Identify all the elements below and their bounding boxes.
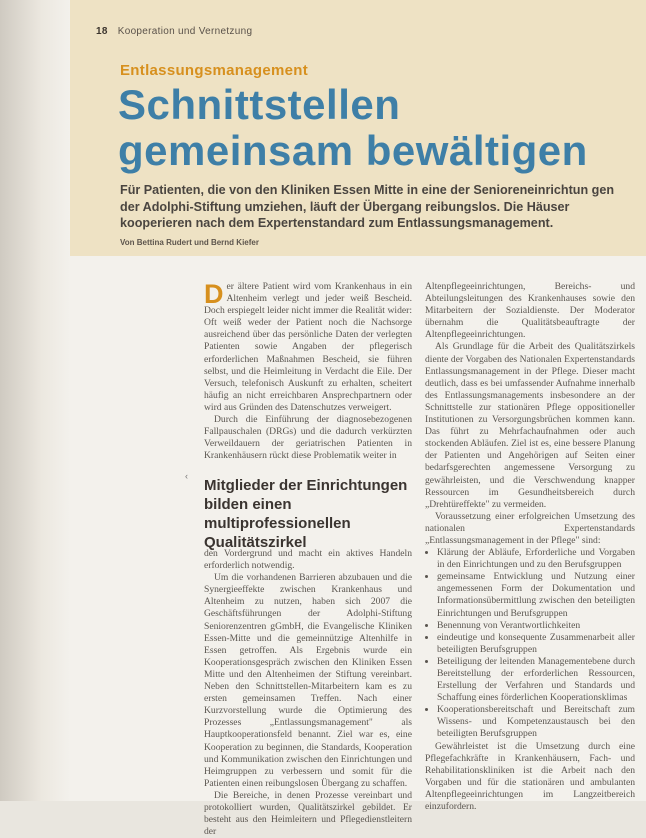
body-paragraph: Als Grundlage für die Arbeit des Qualitätszirkels diente der Vorgaben des Nationalen Expertenstandards Entlassungsmanagement in der Pflege. Dieser macht deutlich, dass es bei umfassender Aufnahme innerhalb des Entlassungsmanagements insbesondere an der Schnittstelle zur stationären Pflege oppositioneller Institutionen zu Versorgungsbrüchen kommen kann. Das führt zu Mehrfachaufnahmen oder auch stockenden Abläufen. Ziel ist es, eine bessere Planung der Patienten und Angehörigen auf Seiten einer bedarfsgerechten angemessene Versorgung zu gewährleisten, und die Verschwendung knapper Ressourcen im Gesundheitsbereich durch „Drehtüreffekte" zu vermeiden. <box>425 341 635 510</box>
article-subheading: Mitglieder der Einrichtungen bilden einen multiprofessionellen Qualitätszirkel <box>204 477 408 551</box>
body-column-1-top <box>204 281 412 462</box>
drop-cap: D <box>204 279 224 309</box>
body-paragraph: Durch die Einführung der diagnosebezogenen Fallpauschalen (DRGs) und die dadurch verkürzten Verweildauern der geriatrischen Patienten in Krankenhäusern rückt diese Problematik weiter in <box>204 414 412 462</box>
list-item: • Kooperationsbereitschaft und Bereitschaft zum Wissens- und Kompetenzaustausch bei den beteiligten Berufsgruppen <box>437 704 635 740</box>
section-title: Kooperation und Vernetzung <box>117 26 253 37</box>
article-lead: Für Patienten, die von den Kliniken Essen Mitte in eine der Senioreneinrichtun gen der Adolphi-Stiftung umziehen, läuft der Übergang reibungslos. Die Häuser kooperieren nach dem Expertenstandard zum Entlassungsmanagement. <box>120 183 615 230</box>
article-kicker: Entlassungsmanagement <box>120 62 309 79</box>
list-item: • Beteiligung der leitenden Managementebene durch Bereitstellung der erforderlichen Ressourcen, Erstellung der Verfahren und Standards und Schaffung eines förderlichen Kooperationsklimas <box>437 656 635 704</box>
article-byline: Von Bettina Rudert und Bernd Kiefer <box>120 238 259 247</box>
body-paragraph: den Vordergrund und macht ein aktives Handeln erforderlich notwendig. <box>204 548 412 572</box>
book-spine-shadow <box>0 0 70 801</box>
list-item: • gemeinsame Entwicklung und Nutzung einer angemessenen Form der Dokumentation und Informationsübermittlung zwischen den beteiligten Einrichtungen und Berufsgruppen <box>437 571 635 619</box>
requirements-list <box>425 547 635 741</box>
body-paragraph: Altenpflegeeinrichtungen, Bereichs- und Abteilungsleitungen des Krankenhauses sowie den Mitarbeitern der Sozialdienste. Der Moderator übernahm die Qualitätsbeauftragte der Altenpflegeeinrichtungen. <box>425 281 635 341</box>
body-paragraph: Die Bereiche, in denen Prozesse vereinbart und protokolliert wurden, Qualitätszirkel gebildet. Er besteht aus den Heimleitern und Pflegedienstleitern der <box>204 789 412 838</box>
body-column-2 <box>425 281 635 813</box>
body-column-1-bottom <box>204 548 412 838</box>
list-item: • eindeutige und konsequente Zusammenarbeit aller beteiligten Berufsgruppen <box>437 632 635 656</box>
body-paragraph: Voraussetzung einer erfolgreichen Umsetzung des nationalen Expertenstandards „Entlassungsmanagement in der Pflege" sind: <box>425 510 635 546</box>
page-number: 18 <box>96 26 108 37</box>
list-item: • Benennung von Verantwortlichkeiten <box>437 620 635 632</box>
running-header <box>96 26 252 37</box>
article-headline: Schnittstellen gemeinsam bewältigen <box>118 81 588 174</box>
list-item: • Klärung der Abläufe, Erforderliche und Vorgaben in den Einrichtungen und zu den Berufsgruppen <box>437 547 635 571</box>
body-paragraph: Der ältere Patient wird vom Krankenhaus in ein Altenheim verlegt und jeder weiß Bescheid. Doch erspiegelt leider nicht immer die Realität wider: Oft weiß weder der Patient noch die Nachsorge ausreichend über das persönliche Daten der verlegten Patienten sowie Angaben der pflegerisch erforderlichen Maßnahmen Bescheid, sie führen selbst, und die Heimleitung in Verdacht die Eile. Der Versuch, telefonisch Auskunft zu erhalten, scheitert häufig an nicht erreichbaren Ansprechpartnern oder wird aus Gründen des Datenschutzes verweigert. <box>204 279 412 413</box>
margin-mark-icon: ‹ <box>185 471 188 481</box>
body-paragraph: Gewährleistet ist die Umsetzung durch eine Pflegefachkräfte in Krankenhäusern, Fach- und Rehabilitationskliniken ist die Arbeit nach den Vorgaben und für die stationären und ambulanten Altenpflegeeinrichtungen im Langzeitbereich einzufordern. <box>425 740 635 813</box>
body-paragraph: Um die vorhandenen Barrieren abzubauen und die Synergieeffekte zwischen Krankenhaus und Altenheim zu nutzen, haben sich 2007 die Geschäftsführungen der Adolphi-Stiftung Seniorenzentren gGmbH, die Evangelische Kliniken Essen-Mitte und die gemeinnützige Altenhilfe in Essen getroffen. Als Ergebnis wurde ein Kooperationsgespräch zwischen den Kliniken Essen Mitte und den Altenheimen der Stiftung vereinbart. Neben den Schnittstellen-Mitarbeitern kam es zu ersten gemeinsamen Treffen. Nach einer Kurzvorstellung wurde die Optimierung des Prozesses „Entlassungsmanagement" als Hauptkooperationsfeld benannt. Ziel war es, eine Kooperation zu beginnen, die Standards, Kooperation und Kommunikation zwischen den Einrichtungen und Heimgruppen zu verbessern und somit für die Patienten einen reibungslosen Übergang zu schaffen. <box>204 572 412 789</box>
